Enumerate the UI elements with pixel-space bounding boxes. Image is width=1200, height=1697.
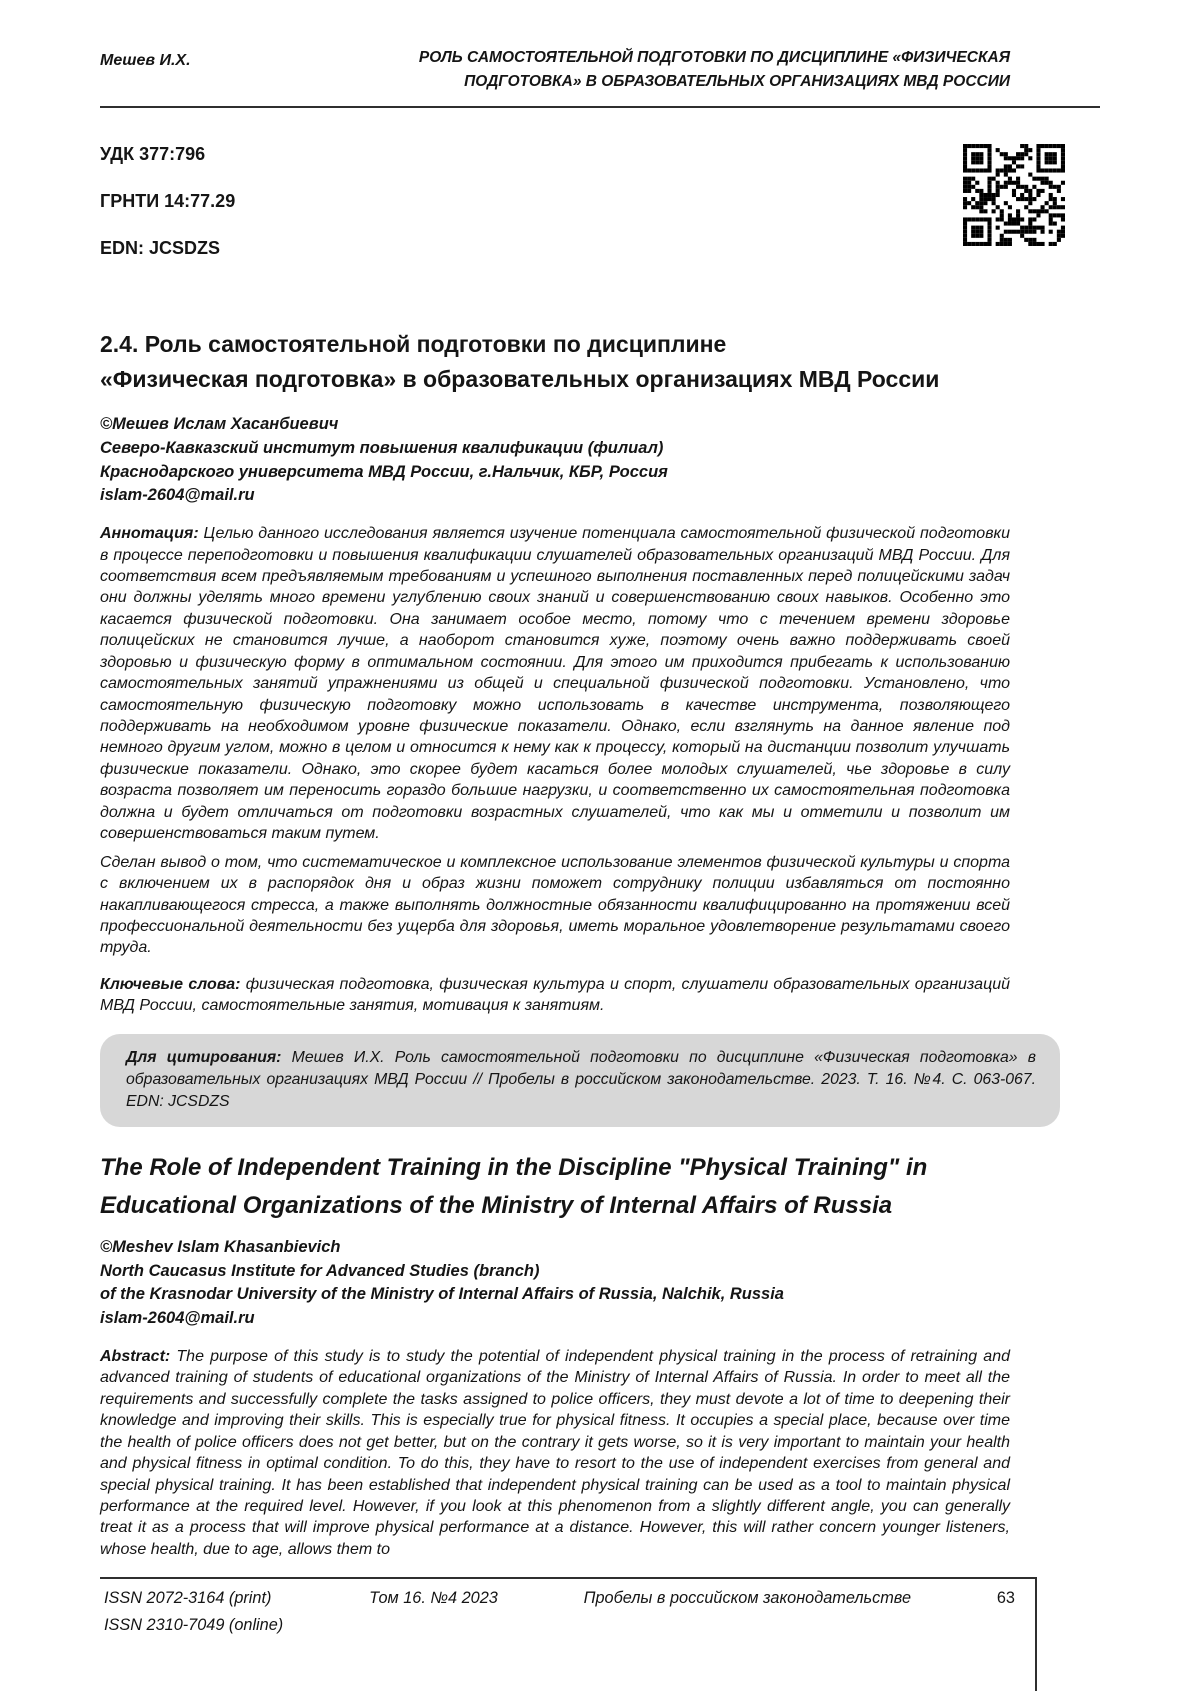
page-number: 63 bbox=[996, 1589, 1015, 1607]
keywords-label-ru: Ключевые слова: bbox=[100, 975, 241, 993]
affiliation-ru-line1: Северо-Кавказский институт повышения квалификации (филиал) bbox=[100, 438, 664, 457]
affiliation-en-line2: of the Krasnodar University of the Ministry of Internal Affairs of Russia, Nalchik, Russia bbox=[100, 1285, 784, 1304]
author-section-en bbox=[100, 1236, 1010, 1330]
abstract-ru-paragraph-1 bbox=[100, 523, 1010, 845]
page-footer bbox=[100, 1577, 1037, 1691]
article-title-en: The Role of Independent Training in the Discipline "Physical Training" in Educational Organizations of the Ministry of Internal Affairs of Russia bbox=[100, 1154, 928, 1220]
meta-codes bbox=[100, 144, 235, 285]
volume-info: Том 16. №4 2023 bbox=[369, 1589, 498, 1607]
abstract-en-paragraph-1 bbox=[100, 1346, 1010, 1560]
author-name-en: ©Meshev Islam Khasanbievich bbox=[100, 1237, 341, 1256]
author-email-ru[interactable]: islam-2604@mail.ru bbox=[100, 486, 255, 505]
abstract-ru-paragraph-2: Сделан вывод о том, что систематическое и комплексное использование элементов физической культуры и спорта с включением их в распорядок дня и образ жизни поможет сотруднику полиции избавляться от постоянно накапливающегося стресса, а также выполнять должностные обязанности квалифицированно на протяжении всей профессиональной деятельности без ущерба для здоровья, иметь моральное удовлетворение результатами своего труда. bbox=[100, 853, 1010, 957]
page-header bbox=[100, 46, 1010, 94]
issn-print: ISSN 2072-3164 (print) bbox=[104, 1589, 272, 1607]
author-name-ru: ©Мешев Ислам Хасанбиевич bbox=[100, 415, 339, 434]
keywords-text-ru: физическая подготовка, физическая культура и спорт, слушатели образовательных организаций МВД России, самостоятельные занятия, мотивация к занятиям. bbox=[100, 975, 1011, 1015]
citation-box bbox=[100, 1034, 1060, 1127]
article-title-ru: 2.4. Роль самостоятельной подготовки по дисциплине «Физическая подготовка» в образовательных организациях МВД России bbox=[100, 331, 940, 392]
edn-code: EDN: JCSDZS bbox=[100, 238, 221, 259]
header-rule bbox=[100, 106, 1100, 108]
citation-label: Для цитирования: bbox=[126, 1048, 282, 1066]
keywords-ru bbox=[100, 974, 1010, 1017]
abstract-label-ru: Аннотация: bbox=[100, 525, 199, 543]
running-head-title: РОЛЬ САМОСТОЯТЕЛЬНОЙ ПОДГОТОВКИ ПО ДИСЦИПЛИНЕ «ФИЗИЧЕСКАЯ ПОДГОТОВКА» В ОБРАЗОВАТЕЛЬНЫХ ОРГАНИЗАЦИЯХ МВД РОССИИ bbox=[418, 49, 1010, 91]
author-block-en bbox=[100, 1236, 1010, 1330]
journal-name: Пробелы в российском законодательстве bbox=[583, 1589, 911, 1607]
issn-online: ISSN 2310-7049 (online) bbox=[104, 1616, 284, 1634]
author-block-ru bbox=[100, 413, 1010, 507]
udk-code: УДК 377:796 bbox=[100, 144, 206, 165]
citation-text: Мешев И.Х. Роль самостоятельной подготовки по дисциплине «Физическая подготовка» в образовательных организациях МВД России // Пробелы в российском законодательстве. 2023. Т. 16. №4. С. 063-067. EDN: JCSDZS bbox=[126, 1048, 1036, 1110]
abstract-label-en: Abstract: bbox=[100, 1347, 171, 1365]
issn-block bbox=[104, 1589, 283, 1643]
qr-code bbox=[963, 144, 1065, 246]
grnti-code: ГРНТИ 14:77.29 bbox=[100, 191, 236, 212]
affiliation-en-line1: North Caucasus Institute for Advanced Studies (branch) bbox=[100, 1261, 540, 1280]
meta-section bbox=[100, 144, 1065, 285]
author-email-en[interactable]: islam-2604@mail.ru bbox=[100, 1309, 255, 1328]
article-body bbox=[100, 327, 1036, 1560]
abstract-text-ru-1: Целью данного исследования является изучение потенциала самостоятельной физической подготовки в процессе переподготовки и повышения квалификации слушателей образовательных организаций МВД России. Для соответствия всем предъявляемым требованиям и успешного выполнения поставленных перед полицейскими задач они должны уделять много времени углублению своих знаний и совершенствованию своих навыков. Особенно это касается физической подготовки. Она занимает особое место, потому что с течением времени здоровье полицейских не становится лучше, а наоборот становится хуже, поэтому очень важно поддерживать своей здоровью и физическую форму в оптимальном состоянии. Для этого им приходится прибегать к использованию самостоятельных занятий упражнениями из общей и специальной физической подготовки. Установлено, что самостоятельную физическую подготовку можно использовать в качестве инструмента, позволяющего поддерживать на необходимом уровне физические показатели. Однако, если взглянуть на данное явление под немного другим углом, можно в целом и относится к нему как к процессу, который на дистанции позволит улучшать физические показатели. Однако, это скорее будет касаться более молодых слушателей, чье здоровье в силу возраста позволяет им переносить гораздо большие нагрузки, и соответственно их самостоятельная подготовка должна и будет отличаться от подготовки возрастных слушателей, что как мы и отметили и позволит им совершенствоваться таким путем. bbox=[100, 525, 1010, 843]
running-head-author: Мешев И.Х. bbox=[100, 52, 191, 69]
abstract-text-en-1: The purpose of this study is to study the potential of independent physical training in the process of retraining and advanced training of students of educational organizations of the Ministry of Internal Affairs of Russia. In order to meet all the requirements and successfully complete the tasks assigned to police officers, they must devote a lot of time to deepening their knowledge and improving their skills. This is especially true for physical fitness. It occupies a special place, because over time the health of police officers does not get better, but on the contrary it gets worse, so it is very important to maintain your health and physical fitness in optimal condition. To do this, they have to resort to the use of independent exercises from general and special physical training. It has been established that independent physical training can be used as a tool to maintain physical performance at the required level. However, if you look at this phenomenon from a slightly different angle, you can generally treat it as a process that will improve physical performance at a distance. However, this will rather concern younger listeners, whose health, due to age, allows them to bbox=[100, 1347, 1010, 1558]
affiliation-ru-line2: Краснодарского университета МВД России, г.Нальчик, КБР, Россия bbox=[100, 462, 668, 481]
